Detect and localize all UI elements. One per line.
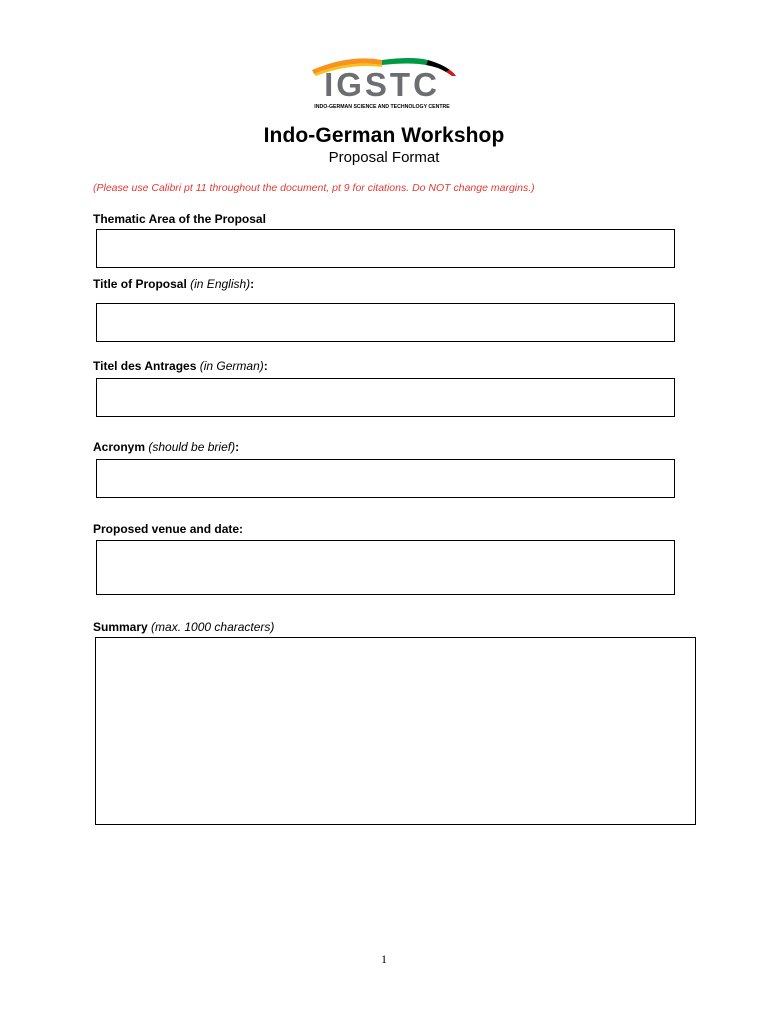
igstc-logo-graphic bbox=[300, 56, 465, 114]
summary-label bbox=[93, 620, 274, 634]
title-english-field[interactable] bbox=[96, 303, 675, 342]
logo-arc-green bbox=[382, 58, 428, 65]
acronym-label bbox=[93, 440, 239, 454]
title-german-colon: : bbox=[263, 359, 268, 373]
page-number: 1 bbox=[381, 952, 387, 966]
title-german-hint: (in German) bbox=[199, 359, 264, 373]
title-english-colon: : bbox=[250, 277, 255, 291]
title-english-label-text: Title of Proposal bbox=[93, 277, 187, 291]
venue-date-field[interactable] bbox=[96, 540, 675, 595]
venue-date-label bbox=[93, 522, 243, 536]
title-english-hint: (in English) bbox=[190, 277, 251, 291]
page-subtitle: Proposal Format bbox=[328, 149, 440, 166]
acronym-field[interactable] bbox=[96, 459, 675, 498]
logo-letters: IGSTC bbox=[324, 66, 440, 103]
title-german-field[interactable] bbox=[96, 378, 675, 417]
formatting-note: (Please use Calibri pt 11 throughout the document, pt 9 for citations. Do NOT change margins.) bbox=[93, 182, 535, 194]
thematic-area-label-text: Thematic Area of the Proposal bbox=[93, 212, 266, 226]
acronym-hint: (should be brief) bbox=[148, 440, 236, 454]
thematic-area-field[interactable] bbox=[96, 229, 675, 268]
venue-date-label-text: Proposed venue and date: bbox=[93, 522, 244, 536]
summary-hint: (max. 1000 characters) bbox=[151, 620, 275, 634]
thematic-area-label bbox=[93, 212, 266, 226]
logo-tagline: INDO-GERMAN SCIENCE AND TECHNOLOGY CENTRE bbox=[314, 104, 450, 110]
page-title: Indo-German Workshop bbox=[263, 124, 505, 147]
summary-label-text: Summary bbox=[93, 620, 148, 634]
igstc-logo bbox=[300, 56, 465, 114]
title-german-label-text: Titel des Antrages bbox=[93, 359, 197, 373]
acronym-colon: : bbox=[235, 440, 240, 454]
summary-field[interactable] bbox=[95, 637, 696, 825]
title-german-label bbox=[93, 359, 268, 373]
title-english-label bbox=[93, 277, 254, 291]
acronym-label-text: Acronym bbox=[93, 440, 146, 454]
